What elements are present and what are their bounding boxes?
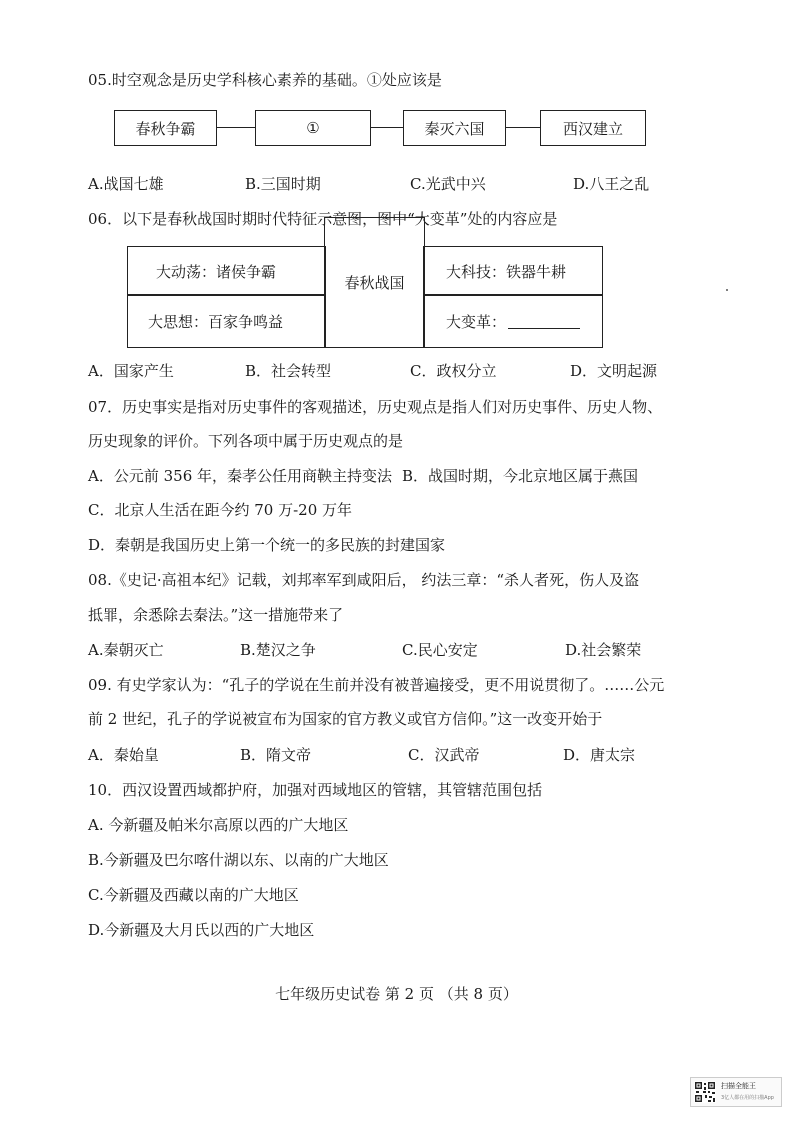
flow-connector — [506, 127, 540, 128]
table-cell-left-bottom: 大思想：百家争鸣益 — [127, 294, 326, 348]
q05-option-c: C.光武中兴 — [410, 175, 486, 193]
q08-option-a: A.秦朝灭亡 — [88, 641, 164, 659]
flow-box-4: 西汉建立 — [540, 110, 646, 146]
answer-blank — [508, 314, 580, 329]
q05-option-d: D.八王之乱 — [573, 175, 650, 193]
q08-option-c: C.民心安定 — [402, 641, 478, 659]
q07-stem-line1: 07．历史事实是指对历史事件的客观描述，历史观点是指人们对历史事件、历史人物、 — [88, 398, 663, 416]
flow-connector — [371, 127, 403, 128]
q08-stem-line2: 抵罪，余悉除去秦法。”这一措施带来了 — [88, 606, 344, 624]
flow-connector — [217, 127, 255, 128]
q08-stem-line1: 08.《史记·高祖本纪》记载，刘邦率军到咸阳后， 约法三章：“杀人者死，伤人及盗 — [88, 571, 640, 589]
q06-option-b: B．社会转型 — [245, 362, 332, 380]
table-cell-right-top: 大科技：铁器牛耕 — [423, 246, 603, 296]
table-cell-left-top: 大动荡：诸侯争霸 — [127, 246, 326, 296]
q10-option-c: C.今新疆及西藏以南的广大地区 — [88, 886, 299, 904]
q05-option-a: A.战国七雄 — [88, 175, 164, 193]
q08-option-d: D.社会繁荣 — [565, 641, 642, 659]
q09-stem-line1: 09. 有史学家认为：“孔子的学说在生前并没有被普遍接受，更不用说贯彻了。……公元 — [88, 676, 665, 694]
q07-option-d: D．秦朝是我国历史上第一个统一的多民族的封建国家 — [88, 536, 446, 554]
q09-stem-line2: 前 2 世纪，孔子的学说被宣布为国家的官方教义或官方信仰。”这一改变开始于 — [88, 710, 603, 728]
q09-option-b: B．隋文帝 — [240, 746, 312, 764]
q10-stem: 10．西汉设置西域都护府，加强对西域地区的管辖，其管辖范围包括 — [88, 781, 543, 799]
table-cell-center: 春秋战国 — [324, 217, 425, 348]
q05-stem: 05.时空观念是历史学科核心素养的基础。①处应该是 — [88, 71, 442, 89]
q10-option-a: A. 今新疆及帕米尔高原以西的广大地区 — [88, 816, 349, 834]
q06-stem: 06．以下是春秋战国时期时代特征示意图，图中“大变革”处的内容应是 — [88, 210, 558, 228]
flow-box-2: ① — [255, 110, 371, 146]
qr-code-icon — [694, 1081, 716, 1103]
q06-option-c: C．政权分立 — [410, 362, 497, 380]
blank-label: 大变革： — [446, 312, 507, 331]
q09-option-c: C．汉武帝 — [408, 746, 480, 764]
flow-box-1: 春秋争霸 — [114, 110, 217, 146]
flow-box-3: 秦灭六国 — [403, 110, 506, 146]
q09-option-d: D．唐太宗 — [563, 746, 636, 764]
table-cell-right-bottom — [423, 294, 603, 348]
q07-option-c: C．北京人生活在距今约 70 万-20 万年 — [88, 501, 353, 519]
q05-option-b: B.三国时期 — [245, 175, 321, 193]
q10-option-b: B.今新疆及巴尔喀什湖以东、以南的广大地区 — [88, 851, 389, 869]
q07-option-a: A．公元前 356 年，秦孝公任用商鞅主持变法 — [88, 467, 393, 485]
q09-option-a: A．秦始皇 — [88, 746, 159, 764]
scanner-brand: 扫描全能王 — [721, 1082, 756, 1090]
q06-option-d: D．文明起源 — [570, 362, 658, 380]
q07-stem-line2: 历史现象的评价。下列各项中属于历史观点的是 — [88, 432, 404, 450]
q06-feature-table — [127, 246, 603, 348]
q10-option-d: D.今新疆及大月氏以西的广大地区 — [88, 921, 315, 939]
scan-speck — [726, 289, 728, 291]
scanner-subtitle: 3亿人都在用的扫描App — [721, 1095, 774, 1101]
page-footer: 七年级历史试卷 第 2 页 （共 8 页） — [275, 985, 518, 1003]
q08-option-b: B.楚汉之争 — [240, 641, 316, 659]
q06-option-a: A．国家产生 — [88, 362, 174, 380]
q07-option-b: B．战国时期，今北京地区属于燕国 — [402, 467, 639, 485]
scanner-watermark — [690, 1077, 782, 1107]
